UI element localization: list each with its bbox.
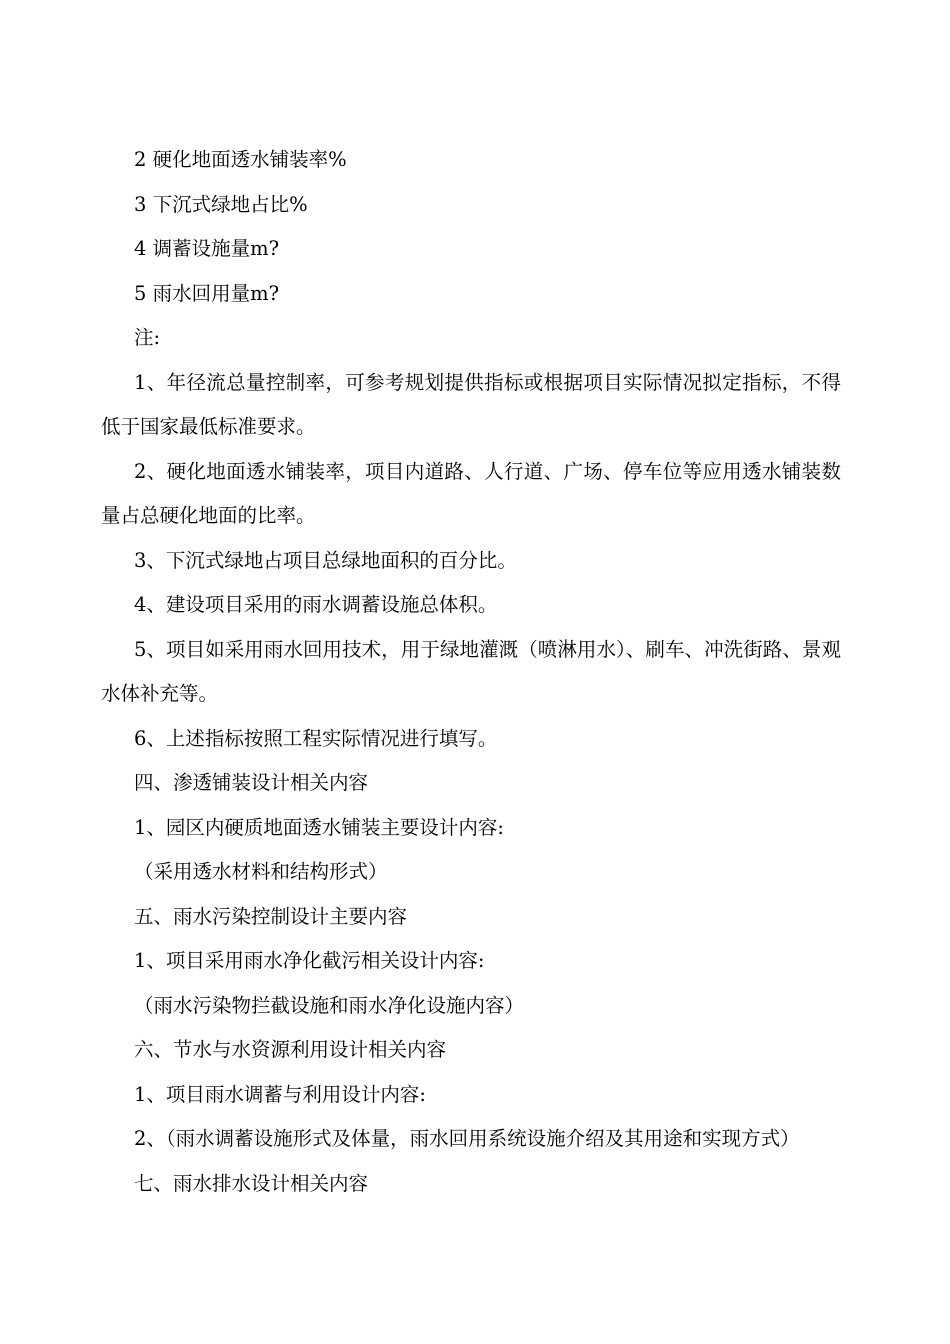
note-1: 1、年径流总量控制率，可参考规划提供指标或根据项目实际情况拟定指标，不得低于国家最低标准要求。 <box>101 370 841 438</box>
indicator-rainwater-reuse: 5 雨水回用量m? <box>134 281 280 305</box>
section-5-heading: 五、雨水污染控制设计主要内容 <box>134 904 408 928</box>
section-6-item-1: 1、项目雨水调蓄与利用设计内容: <box>134 1082 426 1106</box>
indicator-storage-volume: 4 调蓄设施量m? <box>134 237 280 260</box>
section-6-item-2: 2、（雨水调蓄设施形式及体量，雨水回用系统设施介绍及其用途和实现方式） <box>134 1127 800 1150</box>
document-body <box>101 138 841 1206</box>
notes-heading: 注: <box>134 326 161 349</box>
section-5-item-1: 1、项目采用雨水净化截污相关设计内容: <box>134 949 485 972</box>
note-3: 3、下沉式绿地占项目总绿地面积的百分比。 <box>134 548 517 572</box>
section-5-hint: （雨水污染物拦截设施和雨水净化设施内容） <box>134 993 525 1017</box>
section-4-heading: 四、渗透铺装设计相关内容 <box>134 771 369 794</box>
indicator-sunken-green-ratio: 3 下沉式绿地占比% <box>134 192 308 216</box>
indicator-pavement-rate: 2 硬化地面透水铺装率% <box>134 148 347 171</box>
section-7-heading: 七、雨水排水设计相关内容 <box>134 1171 369 1195</box>
note-5: 5、项目如采用雨水回用技术，用于绿地灌溉（喷淋用水）、刷车、冲洗街路、景观水体补充等。 <box>101 637 841 705</box>
section-4-hint: （采用透水材料和结构形式） <box>134 860 388 883</box>
section-6-heading: 六、节水与水资源利用设计相关内容 <box>134 1038 447 1061</box>
note-4: 4、建设项目采用的雨水调蓄设施总体积。 <box>134 593 498 616</box>
note-6: 6、上述指标按照工程实际情况进行填写。 <box>134 726 498 750</box>
section-4-item-1: 1、园区内硬质地面透水铺装主要设计内容: <box>134 815 504 839</box>
note-2: 2、硬化地面透水铺装率，项目内道路、人行道、广场、停车位等应用透水铺装数量占总硬化地面的比率。 <box>101 459 841 527</box>
